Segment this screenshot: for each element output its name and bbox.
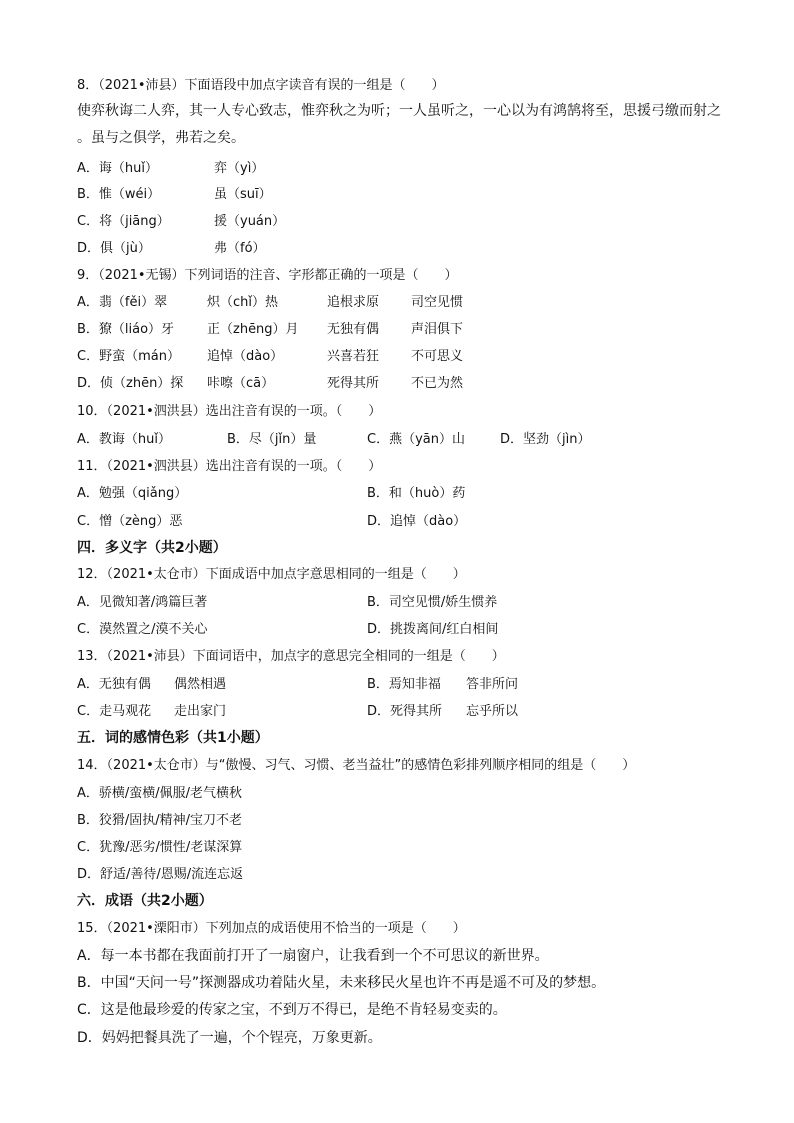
q14-option-b: B．狡猾/固执/精神/宝刀不老 <box>77 813 243 828</box>
q13-option-d-2: 忘乎所以 <box>466 704 519 719</box>
section-5-heading: 五．词的感情色彩（共1小题） <box>77 730 269 746</box>
q9-option-c-4: 不可思义 <box>411 349 464 364</box>
q13-option-d: D．死得其所 <box>367 704 443 719</box>
q9-stem: 9．（2021•无锡）下列词语的注音、字形都正确的一项是（ ） <box>77 268 458 283</box>
q9-option-d-2: 咔嚓（cā） <box>207 376 275 391</box>
q11-option-b: B．和（huò）药 <box>367 486 466 501</box>
q11-option-c: C．憎（zèng）恶 <box>77 514 183 529</box>
section-4-heading: 四．多义字（共2小题） <box>77 540 227 556</box>
q9-option-a-1: A．翡（fěi）翠 <box>77 295 168 310</box>
q9-option-c-1: C．野蛮（mán） <box>77 349 180 364</box>
q9-option-b-2: 正（zhēng）月 <box>207 322 299 337</box>
q12-option-a: A．见微知著/鸿篇巨著 <box>77 595 208 610</box>
q13-option-c: C．走马观花 <box>77 704 152 719</box>
q9-option-a-2: 炽（chǐ）热 <box>207 295 278 310</box>
q12-option-b: B．司空见惯/娇生惯养 <box>367 595 498 610</box>
q13-option-b: B．焉知非福 <box>367 677 441 692</box>
q12-stem: 12．（2021•太仓市）下面成语中加点字意思相同的一组是（ ） <box>77 567 466 582</box>
q10-option-b: B．尽（jǐn）量 <box>227 432 317 447</box>
q10-option-c: C．燕（yān）山 <box>367 432 465 447</box>
q14-option-d: D．舒适/善待/恩赐/流连忘返 <box>77 867 244 882</box>
q8-option-c-2: 援（yuán） <box>214 214 286 229</box>
q8-passage-line-1: 使弈秋诲二人弈，其一人专心致志，惟弈秋之为听；一人虽听之，一心以为有鸿鹄将至，思援弓缴而射之 <box>77 103 721 119</box>
q15-stem: 15．（2021•溧阳市）下列加点的成语使用不恰当的一项是（ ） <box>77 921 466 936</box>
q8-option-a-2: 弈（yì） <box>214 161 265 176</box>
q15-option-b: B．中国“天问一号”探测器成功着陆火星，未来移民火星也许不再是遥不可及的梦想。 <box>77 975 606 991</box>
q10-option-d: D．坚劲（jìn） <box>500 432 591 447</box>
q12-option-d: D．挑拨离间/红白相间 <box>367 622 499 637</box>
q8-option-d-2: 弗（fó） <box>214 241 266 256</box>
q11-option-a: A．勉强（qiǎng） <box>77 486 188 501</box>
q11-stem: 11．（2021•泗洪县）选出注音有误的一项。（ ） <box>77 459 382 474</box>
q13-option-a-2: 偶然相遇 <box>174 677 227 692</box>
q13-stem: 13．（2021•沛县）下面词语中，加点字的意思完全相同的一组是（ ） <box>77 649 505 664</box>
q9-option-c-3: 兴喜若狂 <box>327 349 380 364</box>
q10-stem: 10．（2021•泗洪县）选出注音有误的一项。（ ） <box>77 404 382 419</box>
q13-option-c-2: 走出家门 <box>174 704 227 719</box>
q15-option-a: A．每一本书都在我面前打开了一扇窗户，让我看到一个不可思议的新世界。 <box>77 948 549 964</box>
q8-option-c: C．将（jiāng） <box>77 214 170 229</box>
q14-option-a: A．骄横/蛮横/佩服/老气横秋 <box>77 786 243 801</box>
q12-option-c: C．漠然置之/漠不关心 <box>77 622 208 637</box>
q13-option-a: A．无独有偶 <box>77 677 151 692</box>
section-6-heading: 六．成语（共2小题） <box>77 893 213 909</box>
q9-option-a-4: 司空见惯 <box>411 295 464 310</box>
q9-option-c-2: 追悼（dào） <box>207 349 284 364</box>
q9-option-d-4: 不已为然 <box>411 376 464 391</box>
q15-option-d: D．妈妈把餐具洗了一遍，个个锃亮，万象更新。 <box>77 1030 382 1046</box>
q13-option-b-2: 答非所问 <box>466 677 519 692</box>
q8-option-b-2: 虽（suī） <box>214 187 272 202</box>
q8-passage-line-2: 。虽与之俱学，弗若之矣。 <box>77 130 245 146</box>
q9-option-a-3: 追根求原 <box>327 295 380 310</box>
q8-stem: 8．（2021•沛县）下面语段中加点字读音有误的一组是（ ） <box>77 78 445 93</box>
q8-option-a: A．诲（huǐ） <box>77 161 158 176</box>
q9-option-b-4: 声泪俱下 <box>411 322 464 337</box>
q14-stem: 14．（2021•太仓市）与“傲慢、习气、习惯、老当益壮”的感情色彩排列顺序相同的组是（ ） <box>77 758 636 773</box>
q11-option-d: D．追悼（dào） <box>367 514 467 529</box>
q9-option-d-3: 死得其所 <box>327 376 380 391</box>
q15-option-c: C．这是他最珍爱的传家之宝，不到万不得已，是绝不肯轻易变卖的。 <box>77 1002 507 1018</box>
q8-option-b: B．惟（wéi） <box>77 187 161 202</box>
q10-option-a: A．教诲（huǐ） <box>77 432 171 447</box>
q8-option-d: D．俱（jù） <box>77 241 151 256</box>
q9-option-b-3: 无独有偶 <box>327 322 380 337</box>
q14-option-c: C．犹豫/恶劣/惯性/老谋深算 <box>77 840 243 855</box>
q9-option-b-1: B．獠（liáo）牙 <box>77 322 175 337</box>
q9-option-d-1: D．侦（zhēn）探 <box>77 376 184 391</box>
